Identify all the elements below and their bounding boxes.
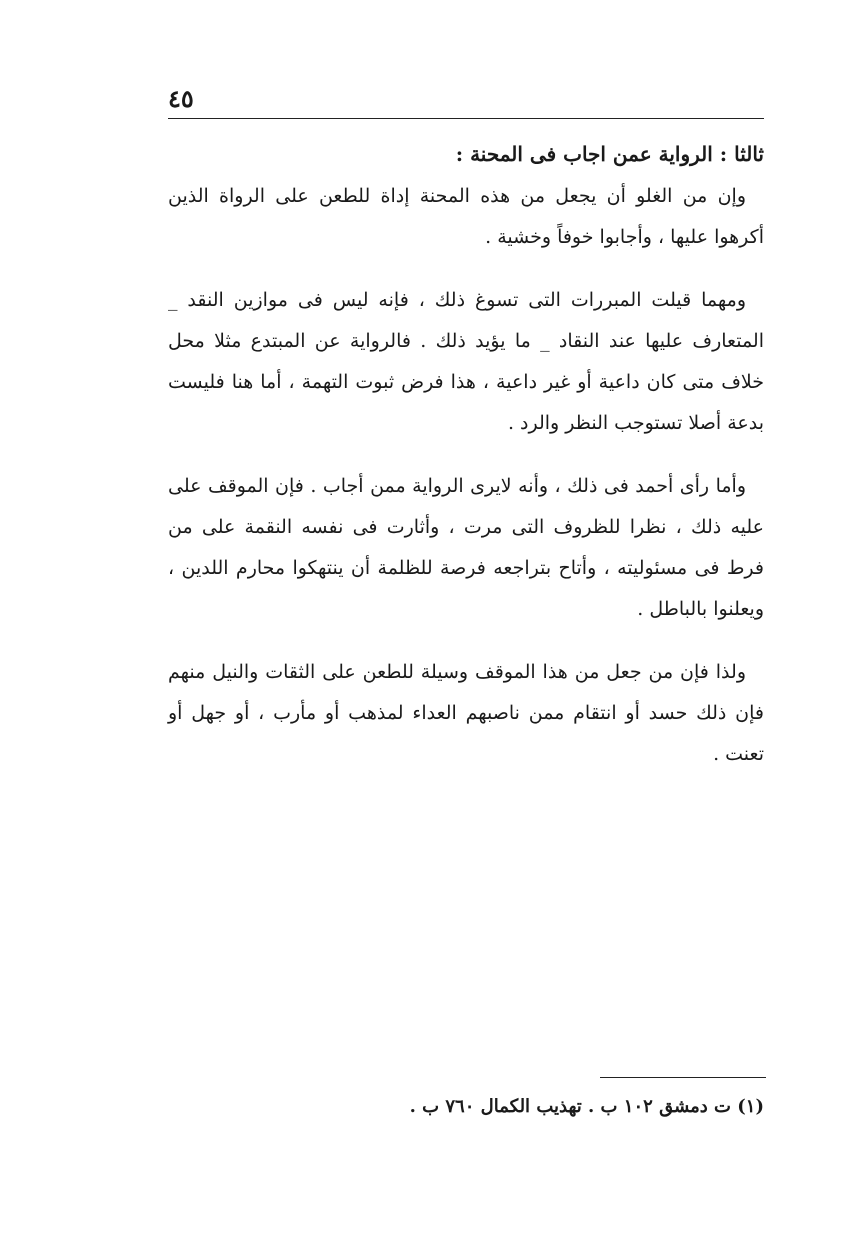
main-text	[168, 134, 764, 797]
page-number: ٤٥	[168, 84, 194, 113]
footnote: (١) ت دمشق ١٠٢ ب . تهذيب الكمال ٧٦٠ ب .	[409, 1096, 764, 1117]
paragraph-3: وأما رأى أحمد فى ذلك ، وأنه لايرى الرواية ممن أجاب . فإن الموقف على عليه ذلك ، نظرا للظروف التى مرت ، وأثارت فى نفسه النقمة على من فرط فى مسئوليته ، وأتاح بتراجعه فرصة للظلمة أن ينتهكوا محارم اللدين ، ويعلنوا بالباطل .	[168, 475, 764, 620]
section-heading: ثالثا : الرواية عمن اجاب فى المحنة :	[455, 142, 764, 166]
paragraph-2: ومهما قيلت المبررات التى تسوغ ذلك ، فإنه ليس فى موازين النقد _ المتعارف عليها عند النقاد _ ما يؤيد ذلك . فالرواية عن المبتدع مثلا محل خلاف متى كان داعية أو غير داعية ، هذا فرض ثبوت التهمة ، أما هنا فليست بدعة أصلا تستوجب النظر والرد .	[168, 289, 764, 434]
paragraph-4: ولذا فإن من جعل من هذا الموقف وسيلة للطعن على الثقات والنيل منهم فإن ذلك حسد أو انتقام ممن ناصبهم العداء لمذهب أو مأرب ، أو جهل أو تعنت .	[168, 661, 764, 765]
header-rule	[168, 118, 764, 119]
footnote-rule	[600, 1077, 766, 1078]
paragraph-1: وإن من الغلو أن يجعل من هذه المحنة إداة للطعن على الرواة الذين أكرهوا عليها ، وأجابوا خوفاً وخشية .	[168, 185, 764, 248]
